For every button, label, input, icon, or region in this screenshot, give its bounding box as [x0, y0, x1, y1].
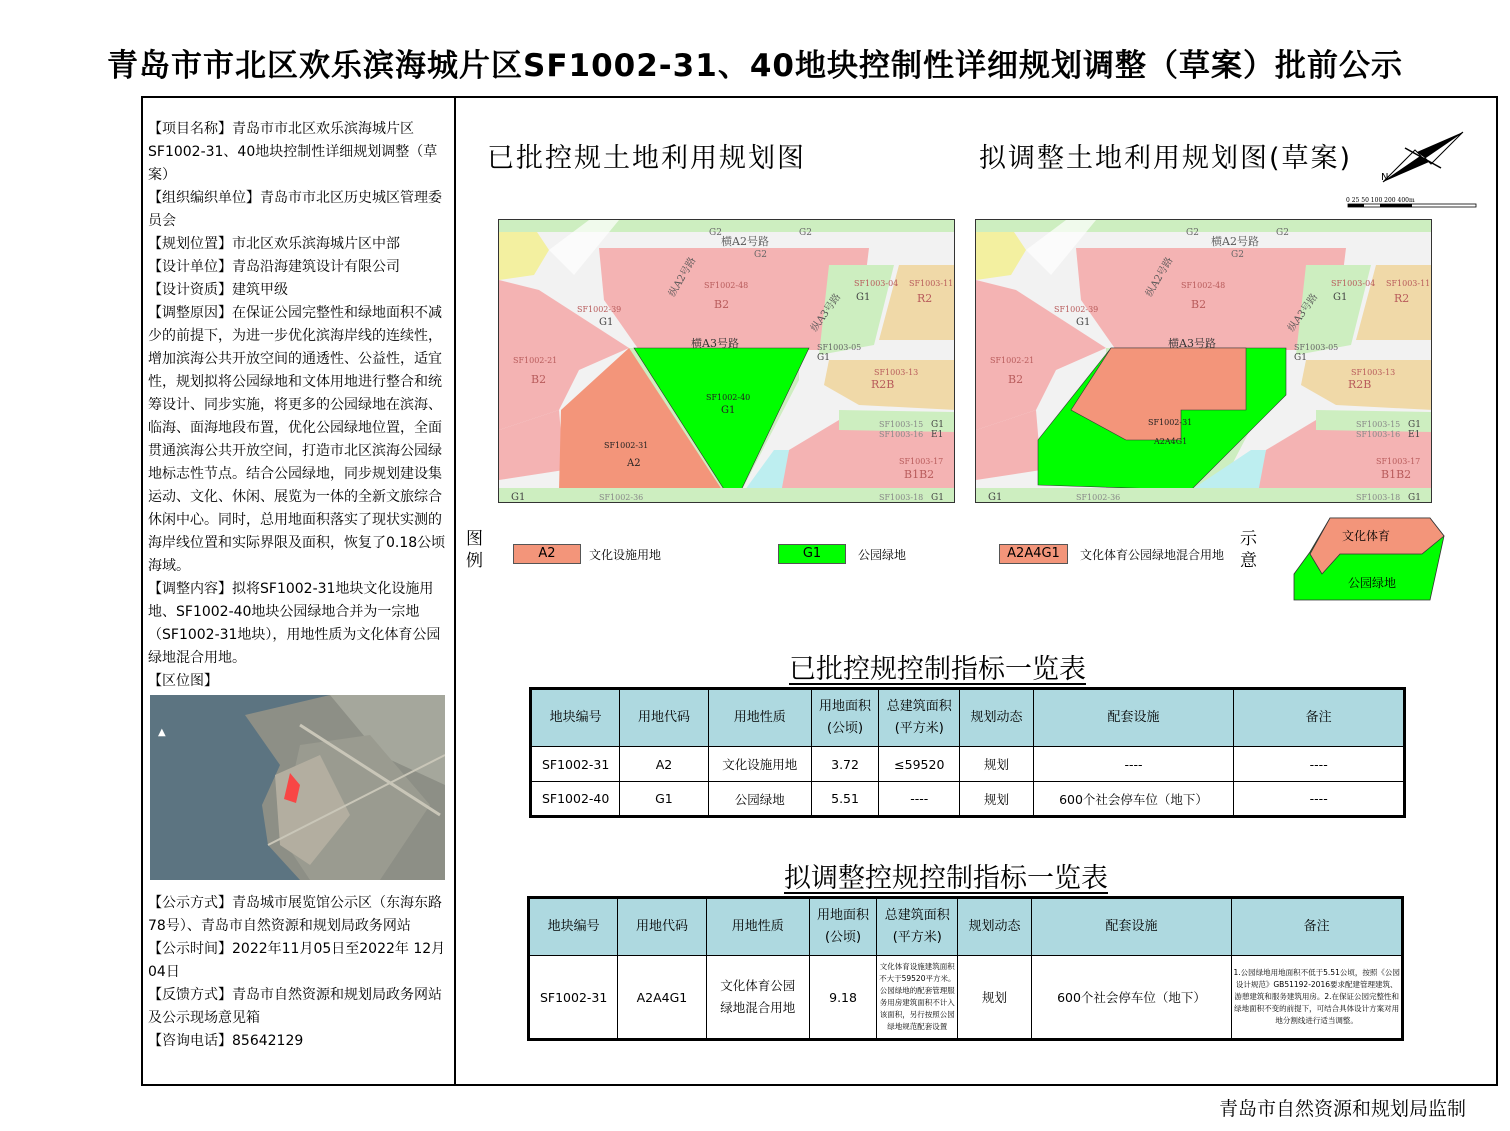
cell-facilities: 600个社会停车位（地下）: [1031, 956, 1232, 1040]
cell-remarks: 1.公园绿地用地面积不低于5.51公顷，按照《公园设计规范》GB51192-2016要求配建管理建筑、游憩建筑和服务建筑用房。2.在保证公园完整性和绿地面积不变的前提下，可结合具体设计方案对用地分割线进行适当调整。: [1232, 956, 1403, 1040]
cell-land-code: A2A4G1: [618, 956, 706, 1040]
north-arrow-icon: ▲: [158, 727, 166, 738]
svg-text:B2: B2: [714, 298, 730, 311]
legend-a2-label: 文化设施用地: [589, 548, 662, 562]
svg-text:横A2号路: 横A2号路: [1211, 235, 1259, 248]
svg-text:0 25 50 100 200: 0 25 50 100 200 400m: [1346, 197, 1415, 204]
svg-text:G1: G1: [988, 492, 1003, 503]
cell-land-area: 9.18: [809, 956, 876, 1040]
legend-label: 图例: [466, 529, 483, 571]
svg-text:SF1002-48: SF1002-48: [704, 281, 749, 290]
plan-location: 【规划位置】市北区欢乐滨海城片区中部: [148, 236, 400, 252]
project-name: 【项目名称】青岛市市北区欢乐滨海城片区SF1002-31、40地块控制性详细规划调整（草案）: [148, 121, 438, 183]
header-parcel-id: 地块编号: [529, 898, 618, 956]
svg-text:SF1003-04: SF1003-04: [854, 279, 899, 288]
adjust-reason: 【调整原因】在保证公园完整性和绿地面积不减少的前提下，为进一步优化滨海岸线的连续性，增加滨海公共开放空间的通透性、公益性，适宜性，规划拟将公园绿地和文体用地进行整合和统筹设计、同步实施，将更多的公园绿地在滨海、临海、面海地段布置，优化公园绿地位置，全面贯通滨海公共开放空间，打造市北区滨海公园绿地标志性节点。结合公园绿地，同步规划建设集运动、文化、休闲、展览为一体的全新文旅综合休闲中心。同时，总用地面积落实了现状实测的海岸线位置和实际界限及面积，恢复了0.18公顷海域。: [148, 305, 446, 574]
svg-text:文化体育: 文化体育: [1342, 529, 1391, 543]
cell-plan-status: 规划: [958, 956, 1031, 1040]
svg-text:G1: G1: [511, 492, 526, 503]
svg-text:G2: G2: [709, 228, 722, 238]
svg-text:SF1002-31: SF1002-31: [604, 441, 649, 450]
publicity-method: 【公示方式】青岛城市展览馆公示区（东海东路78号）、青岛市自然资源和规划局政务网站: [148, 895, 442, 934]
header-land-area: 用地面积(公顷): [811, 689, 878, 747]
svg-text:A2: A2: [627, 458, 641, 469]
svg-text:R2: R2: [1394, 292, 1410, 305]
svg-text:G1: G1: [931, 493, 944, 503]
svg-text:R2B: R2B: [871, 378, 895, 391]
footer-issuer: 青岛市自然资源和规划局监制: [1218, 1098, 1466, 1120]
svg-text:SF1002-31: SF1002-31: [1148, 418, 1193, 427]
svg-text:SF1003-15: SF1003-15: [1356, 420, 1401, 429]
adjust-content: 【调整内容】拟将SF1002-31地块文化设施用地、SF1002-40地块公园绿地合并为一宗地（SF1002-31地块），用地性质为文化体育公园绿地混合用地。: [148, 581, 441, 666]
svg-text:G1: G1: [1076, 317, 1091, 328]
svg-text:SF1003-13: SF1003-13: [1351, 368, 1396, 377]
svg-text:SF1002-36: SF1002-36: [1076, 493, 1121, 502]
svg-text:横A3号路: 横A3号路: [691, 337, 739, 350]
svg-text:SF1002-40: SF1002-40: [706, 393, 751, 402]
cell-parcel-id: SF1002-31: [531, 747, 620, 782]
svg-text:G1: G1: [931, 420, 944, 430]
header-remarks: 备注: [1232, 898, 1403, 956]
cell-land-type: 公园绿地: [708, 782, 811, 817]
legend-a2-swatch: A2: [513, 544, 581, 564]
approved-land-use-map: [498, 219, 955, 503]
svg-text:SF1003-17: SF1003-17: [899, 457, 944, 466]
header-land-code: 用地代码: [618, 898, 706, 956]
svg-text:G1: G1: [1408, 493, 1421, 503]
location-map-label: 【区位图】: [148, 673, 218, 689]
header-floor-area: 总建筑面积(平方米): [879, 689, 960, 747]
svg-text:G2: G2: [1231, 250, 1244, 260]
publicity-info: [148, 892, 450, 1053]
cell-floor-area: ----: [879, 782, 960, 817]
north-label: N: [1381, 172, 1389, 183]
consult-phone: 【咨询电话】85642129: [148, 1033, 304, 1049]
legend-mix-label: 文化体育公园绿地混合用地: [1080, 548, 1225, 562]
svg-text:纵A3号路: 纵A3号路: [809, 291, 844, 334]
svg-text:纵A2号路: 纵A2号路: [667, 255, 699, 299]
svg-text:G2: G2: [754, 250, 767, 260]
svg-text:G2: G2: [1276, 228, 1289, 238]
svg-text:G1: G1: [1294, 353, 1307, 363]
svg-text:SF1002-39: SF1002-39: [577, 305, 622, 314]
compass-icon: [1375, 128, 1470, 188]
svg-text:R2B: R2B: [1348, 378, 1372, 391]
svg-text:SF1003-17: SF1003-17: [1376, 457, 1421, 466]
svg-text:SF1003-18: SF1003-18: [1356, 493, 1401, 502]
svg-text:SF1003-18: SF1003-18: [879, 493, 924, 502]
svg-text:E1: E1: [1408, 430, 1421, 440]
header-floor-area: 总建筑面积(平方米): [877, 898, 958, 956]
header-facilities: 配套设施: [1033, 689, 1234, 747]
publicity-time: 【公示时间】2022年11月05日至2022年 12月04日: [148, 941, 446, 980]
schematic-label: 示意: [1240, 529, 1257, 571]
header-land-type: 用地性质: [708, 689, 811, 747]
svg-text:SF1003-04: SF1003-04: [1331, 279, 1376, 288]
svg-text:SF1002-39: SF1002-39: [1054, 305, 1099, 314]
svg-text:A2A4G1: A2A4G1: [1154, 437, 1188, 446]
header-plan-status: 规划动态: [960, 689, 1033, 747]
proposed-table-title: 拟调整控规控制指标一览表: [784, 863, 1108, 894]
svg-text:R2: R2: [917, 292, 933, 305]
proposed-index-table: [527, 896, 1404, 1041]
table-row: [531, 747, 1405, 782]
legend-mix-swatch: A2A4G1: [999, 544, 1068, 564]
approved-index-table: [529, 687, 1406, 818]
cell-parcel-id: SF1002-31: [529, 956, 618, 1040]
cell-remarks: ----: [1234, 747, 1405, 782]
cell-parcel-id: SF1002-40: [531, 782, 620, 817]
svg-text:SF1003-05: SF1003-05: [1294, 343, 1339, 352]
table-row: [529, 956, 1403, 1040]
location-map: [150, 695, 445, 880]
approved-map-title: 已批控规土地利用规划图: [487, 143, 806, 174]
proposed-land-use-map: [975, 219, 1432, 503]
svg-text:SF1003-16: SF1003-16: [879, 430, 924, 439]
location-aerial-image: [150, 695, 445, 880]
svg-text:SF1002-21: SF1002-21: [990, 356, 1035, 365]
info-panel: [148, 118, 448, 693]
svg-text:公园绿地: 公园绿地: [1348, 576, 1397, 590]
svg-text:SF1003-05: SF1003-05: [817, 343, 862, 352]
header-remarks: 备注: [1234, 689, 1405, 747]
svg-text:纵A2号路: 纵A2号路: [1144, 255, 1176, 299]
svg-text:SF1002-36: SF1002-36: [599, 493, 644, 502]
scale-bar: [1346, 195, 1481, 209]
cell-land-code: G1: [620, 782, 708, 817]
svg-text:G1: G1: [721, 405, 736, 416]
svg-text:G2: G2: [1186, 228, 1199, 238]
approved-table-title: 已批控规控制指标一览表: [789, 654, 1086, 685]
svg-text:G1: G1: [599, 317, 614, 328]
svg-text:B1B2: B1B2: [1381, 468, 1412, 481]
table-row: [531, 782, 1405, 817]
cell-remarks: ----: [1234, 782, 1405, 817]
cell-plan-status: 规划: [960, 747, 1033, 782]
header-plan-status: 规划动态: [958, 898, 1031, 956]
svg-text:SF1002-48: SF1002-48: [1181, 281, 1226, 290]
cell-land-code: A2: [620, 747, 708, 782]
cell-facilities: ----: [1033, 747, 1234, 782]
svg-text:SF1002-21: SF1002-21: [513, 356, 558, 365]
header-facilities: 配套设施: [1031, 898, 1232, 956]
cell-floor-area: 文化体育设施建筑面积不大于59520平方米。公园绿地的配套管理服务用房建筑面积不计入该面积，另行按照公园绿地规范配套设置: [877, 956, 958, 1040]
feedback-method: 【反馈方式】青岛市自然资源和规划局政务网站及公示现场意见箱: [148, 987, 442, 1026]
svg-text:G2: G2: [799, 228, 812, 238]
cell-floor-area: ≤59520: [879, 747, 960, 782]
page-title: 青岛市市北区欢乐滨海城片区SF1002-31、40地块控制性详细规划调整（草案）批前公示: [107, 48, 1403, 84]
cell-land-type: 文化设施用地: [708, 747, 811, 782]
svg-text:G1: G1: [1408, 420, 1421, 430]
proposed-map-title: 拟调整土地利用规划图(草案): [979, 143, 1353, 174]
svg-text:G1: G1: [856, 292, 871, 303]
design-unit: 【设计单位】青岛沿海建筑设计有限公司: [148, 259, 400, 275]
svg-text:G1: G1: [1333, 292, 1348, 303]
cell-land-area: 5.51: [811, 782, 878, 817]
panel-divider: [454, 96, 456, 1086]
svg-text:SF1003-11: SF1003-11: [909, 279, 954, 288]
svg-text:纵A3号路: 纵A3号路: [1286, 291, 1321, 334]
header-land-area: 用地面积(公顷): [809, 898, 876, 956]
cell-plan-status: 规划: [960, 782, 1033, 817]
header-land-code: 用地代码: [620, 689, 708, 747]
svg-text:横A2号路: 横A2号路: [721, 235, 769, 248]
legend-g1-label: 公园绿地: [858, 548, 907, 562]
svg-text:G1: G1: [817, 353, 830, 363]
header-land-type: 用地性质: [706, 898, 809, 956]
svg-text:SF1003-11: SF1003-11: [1386, 279, 1431, 288]
svg-text:B2: B2: [531, 373, 547, 386]
cell-land-area: 3.72: [811, 747, 878, 782]
design-qualification: 【设计资质】建筑甲级: [148, 282, 288, 298]
header-parcel-id: 地块编号: [531, 689, 620, 747]
organizer: 【组织编织单位】青岛市市北区历史城区管理委员会: [148, 190, 442, 229]
svg-text:E1: E1: [931, 430, 944, 440]
svg-text:横A3号路: 横A3号路: [1168, 337, 1216, 350]
cell-facilities: 600个社会停车位（地下）: [1033, 782, 1234, 817]
svg-text:SF1003-15: SF1003-15: [879, 420, 924, 429]
legend-g1-swatch: G1: [778, 544, 846, 564]
cell-land-type: 文化体育公园绿地混合用地: [706, 956, 809, 1040]
svg-text:SF1003-16: SF1003-16: [1356, 430, 1401, 439]
svg-text:B2: B2: [1191, 298, 1207, 311]
svg-text:B1B2: B1B2: [904, 468, 935, 481]
schematic-diagram: [1290, 514, 1446, 602]
svg-text:SF1003-13: SF1003-13: [874, 368, 919, 377]
svg-text:B2: B2: [1008, 373, 1024, 386]
